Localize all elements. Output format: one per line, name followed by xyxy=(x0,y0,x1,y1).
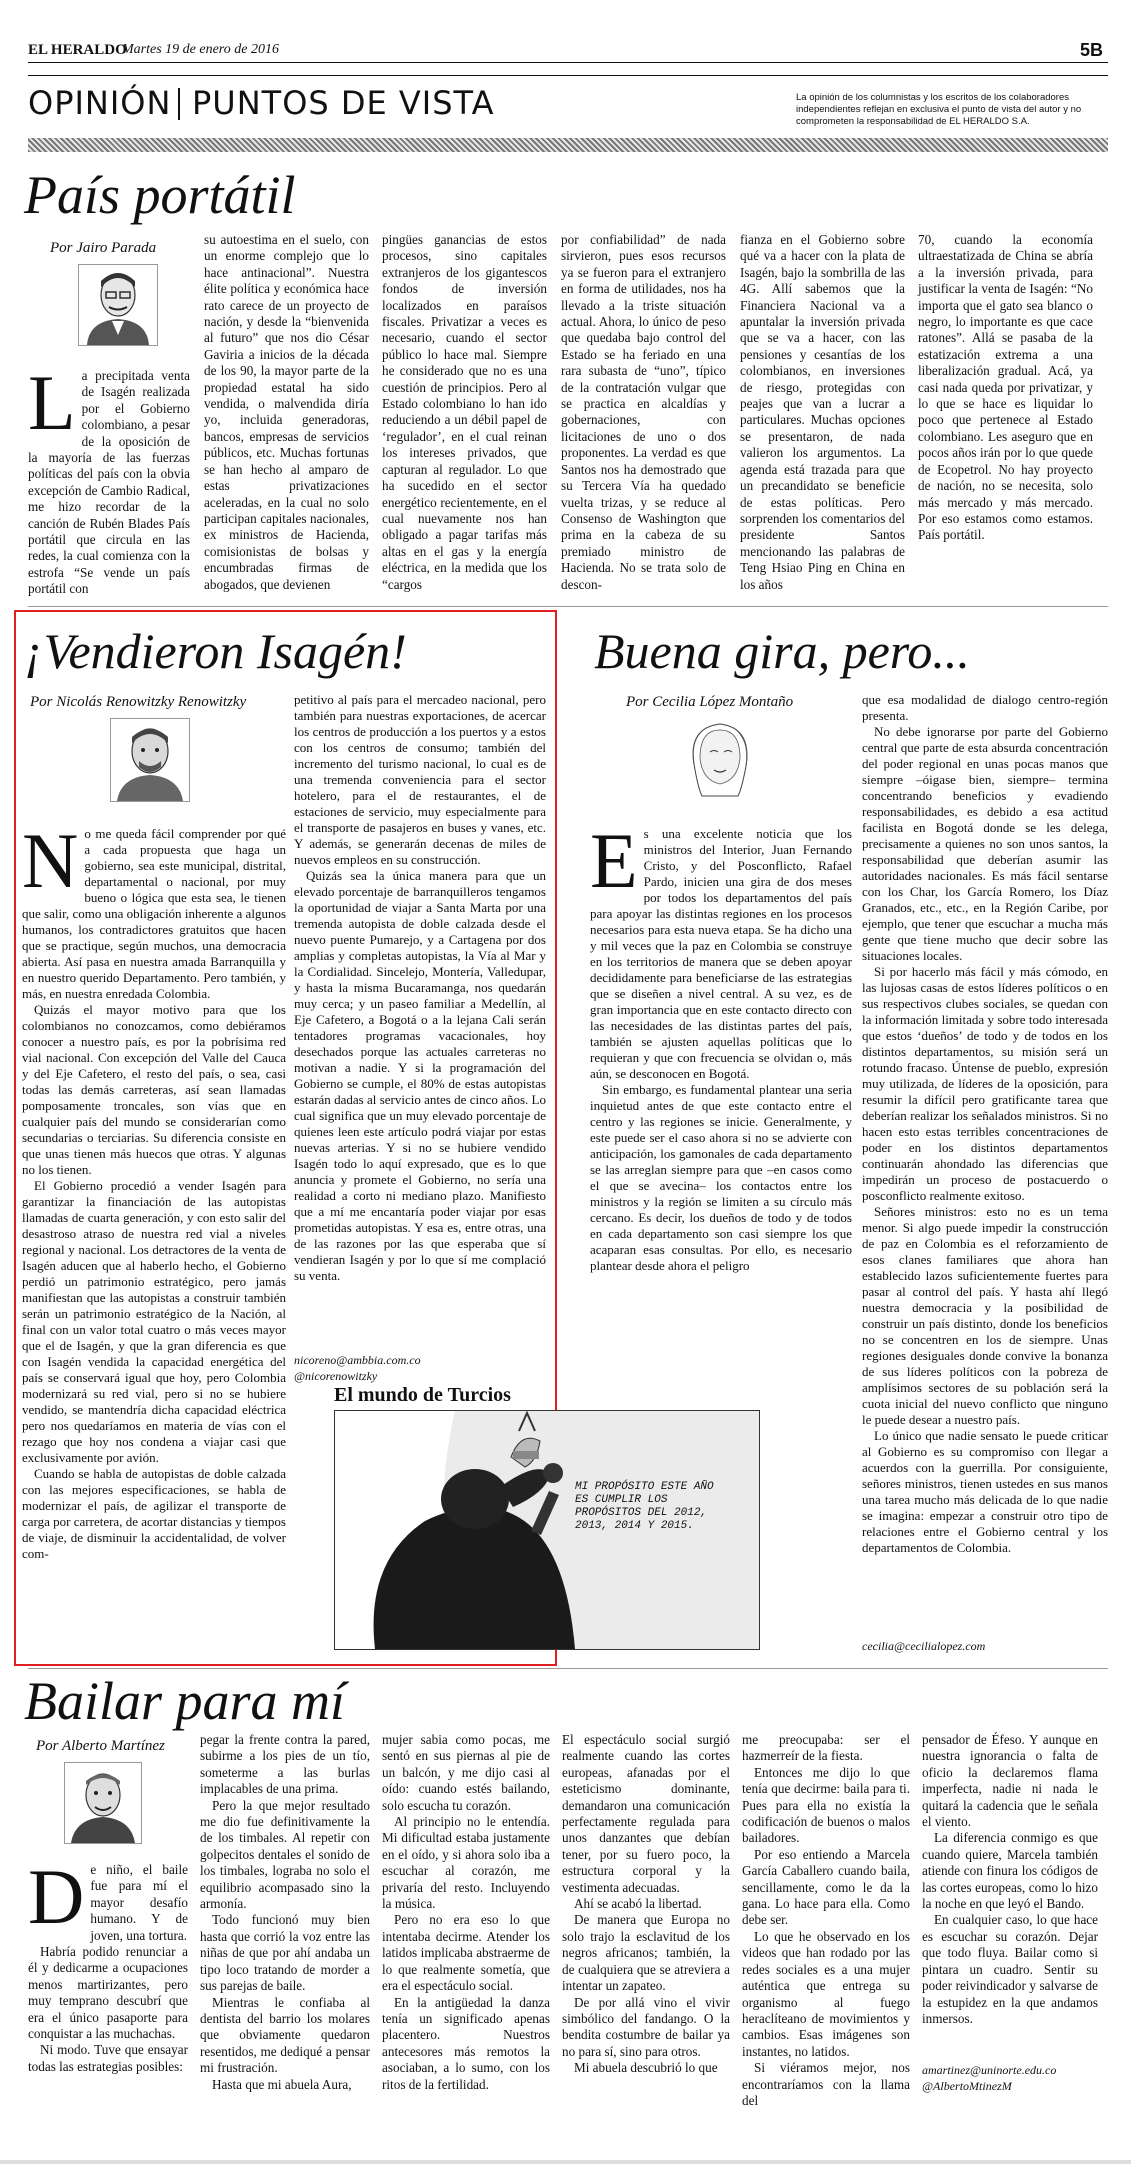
column-text: El espectáculo social surgió realmente cuando las cortes europeas, afanadas por el esteticismo dominante, demandaron una comunicación perfectamente regulada para unos danzantes que debían tener, por su fuero poco, la estructura corporal y la vestimenta adecuadas. xyxy=(562,1732,730,1895)
dropcap: N xyxy=(22,817,79,904)
column-text: Si por hacerlo más fácil y más cómodo, en las lujosas casas de estos líderes políticos o en sus respectivos clubes sociales, se quedan con la información limitada y sobre todo interesada que estos ‘dueños’ de todo y de todos en los distintos departamentos, su misión será un rotundo fracaso. Úntense de pueblo, expresión muy utilizada, de líderes de la oposición, para resumir la difícil pero gratificante tarea que deberían realizar los señalados ministros. Si no hacen esto estas terribles concentraciones de poder en los distintos departamentos continuarán ahondado las diferencias que impedirán un proceso de postacuerdo o posconflicto realmente exitoso. xyxy=(862,964,1108,1203)
article-column xyxy=(918,232,1093,544)
section-hatch-band xyxy=(28,138,1108,152)
page-bottom-edge xyxy=(0,2160,1131,2164)
dropcap: L xyxy=(28,359,76,446)
section-rule xyxy=(28,606,1108,607)
article-column xyxy=(28,1853,188,2075)
column-text: Cuando se habla de autopistas de doble calzada con las mejores especificaciones, se habla de modernizar el país, de agilizar el transporte de carga por carretera, de acortar distancias y tiempos de viaje, de disminuir la accidentalidad, de volver com- xyxy=(22,1466,286,1561)
opinion-disclaimer: La opinión de los columnistas y los escritos de los colaboradores independientes reflejan en exclusiva el punto de vista del autor y no comprometen la responsabilidad de EL HERALDO S.A. xyxy=(796,92,1082,127)
column-text: me preocupaba: ser el hazmerreír de la fiesta. xyxy=(742,1732,910,1764)
byline-pais: Por Jairo Parada xyxy=(50,240,157,256)
column-text: su autoestima en el suelo, con un enorme complejo que lo hace antinacional”. Nuestra élite política y económica hace rato carece de un proyecto de nación, y desde la “bienvenida al futuro” que nos dio César Gaviria a inicios de la década de los 90, la mayor parte de la propiedad estatal ha sido vendida, o malvendida diría yo, incluida generadoras, bancos, empresas de servicios públicos, etc. Muchas fortunas se han hecho al amparo de estas privatizaciones aceleradas, en la cual no solo participan capitales nacionales, ex ministros de Hacienda, comisionistas de bolsas y encumbradas firmas de abogados, que devienen xyxy=(204,232,369,592)
column-text: mujer sabia como pocas, me sentó en sus piernas al pie de un balcón, y me dijo casi al oído: cuando estés bailando, solo escucha tu corazón. xyxy=(382,1732,550,1813)
column-text: o me queda fácil comprender por qué a cada propuesta que haga un gobierno, sea este municipal, distrital, departamental o nacional, por muy bueno o lógica que esta sea, le tienen que salir, como una obligación inherente a algunos humanos, los contradictores gratuitos que hacen que se practique, según muchos, una democracia abierta. Así pasa en nuestra amada Barranquilla y en nuestro querido Departamento. Pero también, y más, en nuestra enredada Colombia. xyxy=(22,826,286,1001)
column-text: Todo funcionó muy bien hasta que corrió la voz entre las niñas de que por ahí andaba un tipo loco tratando de morder a sus parejas de baile. xyxy=(200,1912,370,1994)
column-text: Mi abuela descubrió lo que xyxy=(574,2060,718,2076)
column-text: Al principio no le entendía. Mi dificultad estaba justamente en el oído, y si ahora solo iba a escuchar al corazón, me privaría del resto. Incluyendo la música. xyxy=(382,1814,550,1912)
author-twitter[interactable]: @nicorenowitzky xyxy=(294,1369,378,1383)
dropcap: E xyxy=(590,817,638,904)
column-text: De por allá vino el vivir simbólico del fandango. O la bendita costumbre de bailar ya no para sí, sino para otros. xyxy=(562,1994,730,2059)
column-text: pensador de Éfeso. Y aunque en nuestra ignorancia o falta de oficio la declaremos flama imperfecta, nadie ni nada le quitará la cadencia que le señala el viento. xyxy=(922,1732,1098,1830)
author-email[interactable]: cecilia@cecilialopez.com xyxy=(862,1639,986,1653)
column-text: Entonces me dijo lo que tenía que decirme: baila para ti. Pues para ella no existía la codificación de buenos o malos bailadores. xyxy=(742,1764,910,1846)
cartoon-title: El mundo de Turcios xyxy=(334,1384,511,1406)
section-title: OPINIÓN xyxy=(28,84,172,122)
byline-bailar: Por Alberto Martínez xyxy=(36,1738,165,1754)
section-rule xyxy=(28,1668,1108,1669)
byline-gira: Por Cecilia López Montaño xyxy=(626,694,794,710)
column-text: Quizás sea la única manera para que un elevado porcentaje de barranquilleros tengamos la oportunidad de viajar a Santa Marta por una tremenda autopista de doble calzada desde el nuevo puente Pumarejo, y a Cartagena por dos amplias y completas autopistas, la Vía al Mar y la Cordialidad. Sincelejo, Montería, Valledupar, y hasta la misma Bucaramanga, nos quedarán muy cerca; y un paseo familiar a Medellín, al Eje Cafetero, a Bogotá o a la lejana Cali serán tentadores programas vacacionales, hoy desechados porque las actuales carreteras no motivan a nadie. Y si la programación del Gobierno se cumple, el 80% de estas autopistas estarán dadas al servicio antes de cinco años. Lo cual significa que un muy elevado porcentaje de quienes leen este artículo podrá viajar por estas nuevas arterias. Y si no se hubiere vendido Isagén todo lo aquí expresado, que es lo que anuncia y promete el Gobierno, no sería una realidad a corto ni mediano plazo. Manifiesto que a mí me encantaría poder viajar por esas prometidas autopistas. Y esa es, entre otras, una de las razones por las que esperaba que sí vendieran Isagén y por lo que sí me complació su venta. xyxy=(294,868,546,1283)
article-headline-gira: Buena gira, pero... xyxy=(594,623,970,679)
column-text: Mientras le confiaba al dentista del barrio los molares que obviamente quedaron resentidos, me dediqué a pensar mi frustración. xyxy=(200,1994,370,2076)
article-column xyxy=(204,232,369,593)
article-column xyxy=(562,1732,730,2077)
article-column xyxy=(382,232,547,593)
column-text: Lo que he observado en los videos que han rodado por las redes sociales es a una mujer auténtica que entrega su organismo al fuego heraclíteano de movimientos y cambios. Esas imágenes son instantes, no latidos. xyxy=(742,1928,910,2059)
article-headline-pais: País portátil xyxy=(24,165,296,225)
column-text: Por eso entiendo a Marcela García Caballero cuando baila, sencillamente, como le da la gana. Lo hace para ella. Como debe ser. xyxy=(742,1846,910,1928)
column-text: En cualquier caso, lo que hace es escuchar su corazón. Dejar que todo fluya. Bailar como si pintara un cuadro. Sentir su poder reivindicador y salvarse de la estupidez en la que andamos inmersos. xyxy=(922,1912,1098,2026)
article-column xyxy=(28,359,190,598)
author-portrait xyxy=(64,1762,142,1844)
article-column xyxy=(742,1732,910,2109)
column-text: Ahí se acabó la libertad. xyxy=(574,1896,702,1912)
author-email[interactable]: amartinez@uninorte.edu.co xyxy=(922,2063,1057,2077)
column-text: fianza en el Gobierno sobre qué va a hacer con la plata de Isagén, bajo la sombrilla de las 4G. Allí sabemos que la Financiera Nacional va a apuntalar la inversión privada que se va a hacer, con las pensiones y cesantías de los colombianos, en inversiones de riesgo, protegidas con peajes que van a lucrar a particulares. Muchas opciones se presentaron, de nada valieron los argumentos. La agenda está trazada para que un precandidato se beneficie de estas políticas. Pero sorprenden los comentarios del presidente Santos mencionando las palabras de Teng Hsiao Ping en China en los años xyxy=(740,232,905,592)
column-text: s una excelente noticia que los ministros del Interior, Juan Fernando Cristo, y del Posconflicto, Rafael Pardo, inicien una gira de dos meses por todos los departamentos del país para apoyar las distintas regiones en los procesos necesarios para esta nueva etapa. Se ha dicho una y mil veces que la paz en Colombia se construye en los territorios de manera que se deben apoyar decididamente para beneficiarse de las estrategias que se diseñen a nivel central. A su vez, es de gran importancia que en este contacto directo con las necesidades de las distintas partes del país, también se ajusten aquellas políticas que lo requieran y que con frecuencia se olvidan o, más aún, se desconocen en Bogotá. xyxy=(590,826,852,1081)
author-portrait xyxy=(680,718,760,800)
section-divider xyxy=(178,88,180,120)
column-text: petitivo al país para el mercadeo nacional, pero también para nuestras exportaciones, de acercar los centros de producción a los puertos y a estos con los centros de consumo; también del incremento del turismo nacional, lo cual es de una tremenda conveniencia para el sector hotelero, para el de restaurantes, el de estaciones de servicio, muy especialmente para el transporte de pasajeros en buses y vanes, etc. Y además, se generarán decenas de miles de nuevos empleos en su construcción. xyxy=(294,692,546,867)
article-column xyxy=(200,1732,370,2093)
column-text: Sin embargo, es fundamental plantear una seria inquietud antes de que este contacto entre el centro y las regiones se inicie. Generalmente, y este puede ser el caso ahora si no se advierte con anticipación, los gamonales de cada departamento se las arreglan siempre para que –en casos como el que se avecina– los contactos entre los ministros y la región se limiten a su círculo más cercano. Es decir, los dueños de todo y de todos en cada departamento son casi siempre los que acaparan esas consultas. Por ello, es necesario plantear desde ahora el peligro xyxy=(590,1082,852,1273)
column-text: Si viéramos mejor, nos encontraríamos con la llama del xyxy=(742,2060,910,2108)
column-text: por confiabilidad” de nada sirvieron, pues esos recursos ya se fueron para el extranjero en forma de utilidades, nos ha llevado a la triste situación actual. Ahora, lo único de peso que quedaba bajo control del Estado se ha feriado en una rara subasta de “uno”, típico de la contratación vulgar que se practica en alcaldías y gobernaciones, con licitaciones de uno o dos proponentes. La verdad es que Santos nos ha demostrado que su Tercera Vía ha quedado vuelta trizas, y se reduce al Consenso de Washington que prima en la cabeza de su premiado ministro de Hacienda. No se trata solo de descon- xyxy=(561,232,726,592)
article-column xyxy=(862,692,1108,1556)
column-text: Pero no era eso lo que intentaba decirme. Atender los latidos implicaba abstraerme de lo que realmente sometía, que era el espectáculo social. xyxy=(382,1912,550,1994)
article-column xyxy=(922,1732,1098,2027)
dropcap: D xyxy=(28,1853,85,1940)
section-top-rule xyxy=(28,75,1108,76)
article-headline-isagen: ¡Vendieron Isagén! xyxy=(24,623,407,679)
column-text: El Gobierno procedió a vender Isagén para garantizar la financiación de las autopistas llamadas de cuarta generación, y con esto salir del desastroso atraso de nuestra red vial a niveles regional y nacional. Los detractores de la venta de Isagén aducen que al haberlo hecho, el Gobierno perdió un patrimonio estratégico, pero jamás manifiestan que las autopistas a construir también serán un patrimonio estratégico de la Nación, al final con un valor total cuatro o más veces mayor que el de Isagén, y que la gran diferencia es que con Isagén vendida la capacidad energética del país se conservará igual que hoy, pero Colombia modernizará su red vial, pero si no se hubiere vendido, se mantendría dicha capacidad eléctrica pero nos quedaríamos en materia de vías con el rezago que hoy nos condena a viajar casi que exclusivamente por avión. xyxy=(22,1178,286,1465)
author-portrait xyxy=(78,264,158,346)
cartoon-caption: MI PROPÓSITO ESTE AÑO ES CUMPLIR LOS PROPÓSITOS DEL 2012, 2013, 2014 Y 2015. xyxy=(575,1481,714,1532)
column-text: que esa modalidad de dialogo centro-región presenta. xyxy=(862,692,1108,723)
issue-date: Martes 19 de enero de 2016 xyxy=(122,42,279,57)
column-text: a precipitada venta de Isagén realizada por el Gobierno colombiano, a pesar de la oposición de la mayoría de las fuerzas políticas del país con la obvia excepción de Cambio Radical, me hizo recordar de la canción de Rubén Blades País portátil que circula en las redes, la cual comienza con la estrofa “Se vende un país portátil con xyxy=(28,368,190,597)
column-text: La diferencia conmigo es que cuando quiere, Marcela también atiende con finura los códigos de las cortes europeas, como lo hizo la noche en que leyó el Bando. xyxy=(922,1830,1098,1912)
column-text: Ni modo. Tuve que ensayar todas las estrategias posibles: xyxy=(28,2042,188,2074)
column-text: e niño, el baile fue para mí el mayor desafío humano. Y de joven, una tortura. xyxy=(90,1862,188,1943)
column-text: Pero la que mejor resultado me dio fue definitivamente la de los timbales. Al repetir con golpecitos dentales el sonido de los timbales, lograba no solo el equilibrio acompasado sino la armonía. xyxy=(200,1797,370,1912)
column-text: Lo único que nadie sensato le puede criticar al Gobierno es su compromiso con llegar a acuerdos con la guerrilla. Por consiguiente, señores ministros, tienen ustedes en sus manos una tarea mucho más delicada de lo que nadie se imagina: empezar a construir otro tipo de relaciones entre el Gobierno central y los departamentos de Colombia. xyxy=(862,1428,1108,1555)
article-column xyxy=(561,232,726,593)
column-text: Habría podido renunciar a él y dedicarme a ocupaciones menos martirizantes, pero muy temprano descubrí que era el único pasaporte para conquistar a las muchachas. xyxy=(28,1944,188,2042)
page-number: 5B xyxy=(1079,40,1103,60)
column-text: 70, cuando la economía ultraestatizada de China se abría a la inversión privada, para justificar la venta de Isagén: “No importa que el gato sea blanco o negro, lo importante es que cace ratones”. Allá se pasaba de la estatización extrema a una liberalización gradual. Acá, ya casi nada queda por privatizar, y lo que se hace es liquidar lo poco que pertenece al Estado colombiano. Les aseguro que en pocos años irán por lo que quede de Ecopetrol. No hay proyecto de nación, no se necesita, solo más mercado y más mercado. Por eso estamos como estamos. País portátil. xyxy=(918,232,1093,543)
author-portrait xyxy=(110,718,190,802)
article-column xyxy=(294,692,546,1284)
column-text: Quizás el mayor motivo para que los colombianos no conozcamos, como debiéramos conocer a nuestro país, es por la pobrísima red vial nacional. Con excepción del Valle del Cauca y del Eje Cafetero, el resto del país, o sea, casi todas las demás carreteras, así sean llamadas pomposamente troncales, son vías que en cualquier país del mundo se considerarían como secundarias o terciarias. Su diferencia consiste en que unas tienen más huecos que otras. Y algunas no los tienen. xyxy=(22,1002,286,1177)
newspaper-name: EL HERALDO xyxy=(28,42,127,58)
column-text: Señores ministros: esto no es un tema menor. Si algo puede impedir la construcción de paz en Colombia es el reforzamiento de esos clanes familiares que ahora han establecido lazos suficientemente fuertes para pasar al control del país. Y hasta ahí llegó nuestra democracia y la posibilidad de construir un país distinto, donde los beneficios no se concentren en los de siempre. Unas regiones desiguales donde convive la bonanza de sus líderes políticos con la pobreza de amplísimos sectores de su población será la cuota inicial del nuevo conflicto que ninguno le puede desear a nuestro país. xyxy=(862,1204,1108,1427)
section-subtitle: PUNTOS DE VISTA xyxy=(192,84,495,122)
column-text: Hasta que mi abuela Aura, xyxy=(212,2076,352,2092)
masthead-rule xyxy=(28,62,1108,63)
article-column xyxy=(740,232,905,593)
column-text: En la antigüedad la danza tenía un significado apenas placentero. Nuestros antecesores más remotos la asociaban, a lo sumo, con los ritos de la fertilidad. xyxy=(382,1994,550,2092)
article-column xyxy=(382,1732,550,2093)
column-text: pingües ganancias de estos procesos, sino capitales extranjeros de los gigantescos fondos de inversión localizados en paraísos fiscales. Privatizar a veces es necesario, cuando el sector público lo hace mal. Siempre he considerado que no es una cuestión de principios. Pero al Estado colombiano lo han ido reduciendo a un débil papel de ‘regulador’, en el cual reinan los intereses privados, que capturan al regulador. Lo que ha sucedido en el sector energético recientemente, en el cual nuevamente nos han obligado a pagar tarifas más altas en el gas y la energía eléctrica, en la medida que los “cargos xyxy=(382,232,547,592)
editorial-cartoon xyxy=(334,1410,760,1650)
article-headline-bailar: Bailar para mí xyxy=(24,1671,346,1731)
author-twitter[interactable]: @AlbertoMtinezM xyxy=(922,2079,1012,2093)
byline-isagen: Por Nicolás Renowitzky Renowitzky xyxy=(30,694,247,710)
article-column xyxy=(590,817,852,1274)
article-column xyxy=(22,817,286,1562)
column-text: pegar la frente contra la pared, subirme a los pies de un tío, someterme a las burlas implacables de una prima. xyxy=(200,1732,370,1797)
column-text: No debe ignorarse por parte del Gobierno central que parte de esta absurda concentración del poder regional en unas pocas manos que siempre –óigase bien, siempre– termina concentrando beneficios y evadiendo responsabilidades, es debido a esa actitud facilista en Bogotá donde se les delega, precisamente a quienes no son unos santos, la responsabilidad que deberían asumir las autoridades nacionales. Es más fácil sentarse con los Char, los García Romero, los Díaz Granados, etc., etc., en la Región Caribe, por ejemplo, que tener que escuchar a mucha más gente que tiene mucho que decir sobre las situaciones locales. xyxy=(862,724,1108,963)
author-email[interactable]: nicoreno@ambbia.com.co xyxy=(294,1353,421,1367)
column-text: De manera que Europa no solo trajo la esclavitud de los negros africanos; también, la de cualquiera que se atreviera a intentar un zapateo. xyxy=(562,1912,730,1994)
